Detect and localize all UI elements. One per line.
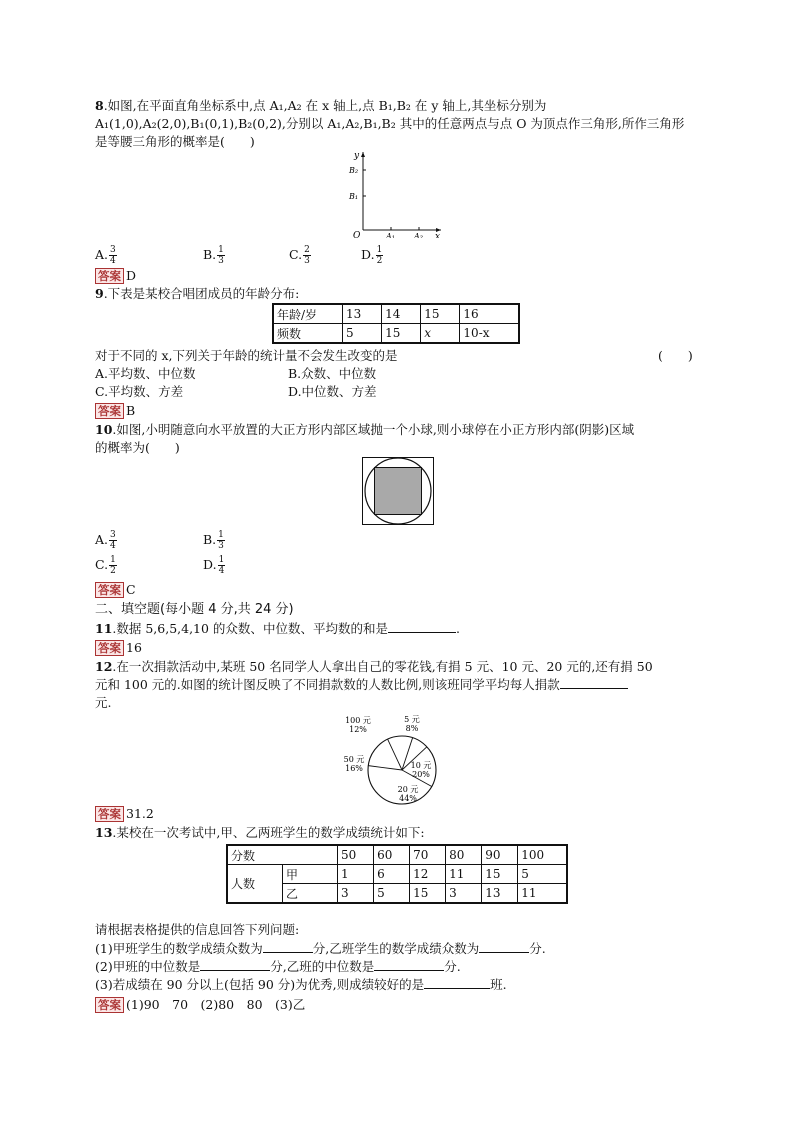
- table-cell: 1: [338, 865, 374, 884]
- pie-category-label: 5 元: [404, 715, 420, 724]
- q10-option-c[interactable]: C. $\frac{1}{2}$: [95, 555, 116, 576]
- q8-line3: 是等腰三角形的概率是( ): [95, 134, 255, 149]
- table-group-cell: 人数: [227, 865, 283, 904]
- table-cell: 15: [482, 865, 518, 884]
- q9-option-b[interactable]: B.众数、中位数: [288, 366, 377, 381]
- q13-blank-1[interactable]: [263, 952, 313, 953]
- answer-tag: 答案: [95, 997, 124, 1013]
- q9-stem-text: .下表是某校合唱团成员的年龄分布:: [103, 286, 300, 301]
- table-row: [227, 845, 567, 865]
- q9-age-table: [272, 303, 520, 344]
- table-cell: 11: [518, 884, 567, 904]
- q8-answer-value: D: [126, 268, 137, 283]
- q8-text: .如图,在平面直角坐标系中,点 A₁,A₂ 在 x 轴上,点 B₁,B₂ 在 y 轴上,其坐标分别为: [103, 98, 547, 113]
- table-cell: 13: [482, 884, 518, 904]
- table-cell: 15: [382, 324, 421, 344]
- q13-blank-5[interactable]: [424, 988, 490, 989]
- q13-answer: [95, 997, 305, 1013]
- q8-line2: A₁(1,0),A₂(2,0),B₁(0,1),B₂(0,2),分别以 A₁,A₂,B₁,B₂ 其中的任意两点与点 O 为顶点作三角形,所作三角形: [95, 116, 685, 131]
- q11-number: 11: [95, 621, 113, 636]
- pie-category-label: 50 元: [343, 755, 365, 764]
- q8-coordinate-figure: [345, 148, 445, 238]
- pie-category-label: 100 元: [345, 716, 371, 725]
- table-cell: 甲: [283, 865, 338, 884]
- table-cell: 5: [374, 884, 410, 904]
- table-header-cell: 100: [518, 845, 567, 865]
- q11-stem: .数据 5,6,5,4,10 的众数、中位数、平均数的和是: [112, 621, 388, 636]
- pie-category-label: 20 元: [397, 785, 419, 794]
- q8-line1: [95, 98, 546, 114]
- q12-answer: [95, 806, 154, 822]
- q12-line3: 元.: [95, 695, 112, 710]
- q12-blank[interactable]: [560, 688, 628, 689]
- pie-percent-label: 12%: [349, 725, 367, 734]
- pie-percent-label: 16%: [345, 764, 363, 773]
- q13-blank-2[interactable]: [479, 952, 529, 953]
- pie-slice: [368, 739, 402, 770]
- table-row: [227, 865, 567, 884]
- table-cell: 15: [410, 884, 446, 904]
- q11-text: 11.数据 5,6,5,4,10 的众数、中位数、平均数的和是 .: [95, 621, 460, 636]
- q13-stem-text: .某校在一次考试中,甲、乙两班学生的数学成绩统计如下:: [112, 825, 425, 840]
- q11-answer-value: 16: [126, 640, 142, 655]
- q10-option-d[interactable]: D. $\frac{1}{4}$: [203, 555, 225, 576]
- q13-score-table: [226, 844, 568, 904]
- table-cell: 5: [343, 324, 382, 344]
- q8-option-b[interactable]: B. $\frac{1}{3}$: [203, 245, 224, 266]
- answer-tag: 答案: [95, 403, 124, 419]
- table-cell: 乙: [283, 884, 338, 904]
- q10-option-a[interactable]: A. $\frac{3}{4}$: [95, 530, 116, 551]
- table-row: [273, 304, 519, 324]
- table-cell: 5: [518, 865, 567, 884]
- table-header-cell: 80: [446, 845, 482, 865]
- q12-number: 12: [95, 659, 113, 674]
- answer-tag: 答案: [95, 268, 124, 284]
- answer-tag: 答案: [95, 806, 124, 822]
- section-title: 二、填空题(每小题 4 分,共 24 分): [95, 602, 294, 617]
- table-cell: 13: [343, 304, 382, 324]
- q10-line1: [95, 422, 634, 438]
- q12-line2: [95, 677, 628, 693]
- q10-answer-value: C: [126, 582, 136, 597]
- q10-number: 10: [95, 422, 113, 437]
- q9-answer: [95, 403, 135, 419]
- table-cell: 3: [338, 884, 374, 904]
- q8-option-c[interactable]: C. $\frac{2}{3}$: [289, 245, 310, 266]
- table-header-cell: 分数: [227, 845, 338, 865]
- table-header-cell: 60: [374, 845, 410, 865]
- table-cell: 14: [382, 304, 421, 324]
- q8-option-a[interactable]: A. $\frac{3}{4}$: [95, 245, 116, 266]
- pie-percent-label: 44%: [399, 794, 417, 803]
- q12-answer-value: 31.2: [126, 806, 154, 821]
- pie-slice: [388, 736, 413, 770]
- q10-square-circle-figure: [362, 457, 434, 525]
- table-header-cell: 50: [338, 845, 374, 865]
- table-cell: 12: [410, 865, 446, 884]
- donation-pie-chart: [340, 708, 460, 808]
- q8-number: 8: [95, 98, 104, 113]
- q13-answer-value: (1)90 70 (2)80 80 (3)乙: [126, 997, 306, 1012]
- pie-slice-boundary: [388, 739, 402, 770]
- q11-answer: [95, 640, 142, 656]
- table-cell: 频数: [273, 324, 343, 344]
- pie-slice-boundary: [368, 766, 402, 770]
- q13-number: 13: [95, 825, 113, 840]
- a2-label: A₂: [414, 232, 423, 238]
- b1-label: B₁: [349, 192, 359, 201]
- pie-category-label: 10 元: [410, 761, 432, 770]
- q10-text: .如图,小明随意向水平放置的大正方形内部区域抛一个小球,则小球停在小正方形内部(阴影)区域: [112, 422, 635, 437]
- q12-text: .在一次捐款活动中,某班 50 名同学人人拿出自己的零花钱,有捐 5 元、10 元、20 元的,还有捐 50: [112, 659, 653, 674]
- pie-percent-label: 20%: [412, 770, 430, 779]
- q13-part3: (3)若成绩在 90 分以上(包括 90 分)为优秀,则成绩较好的是 班.: [95, 977, 507, 992]
- q10-answer: [95, 582, 136, 598]
- q9-number: 9: [95, 286, 104, 301]
- q9-answer-value: B: [126, 403, 136, 418]
- q10-option-b[interactable]: B. $\frac{1}{3}$: [203, 530, 224, 551]
- a1-label: A₁: [386, 232, 395, 238]
- q9-question: 对于不同的 x,下列关于年龄的统计量不会发生改变的是: [95, 348, 398, 363]
- table-cell: 3: [446, 884, 482, 904]
- q13-stem: [95, 825, 425, 841]
- x-axis-label: x: [435, 232, 441, 238]
- q13-blank-4[interactable]: [374, 970, 444, 971]
- q12-text2: 元和 100 元的.如图的统计图反映了不同捐款数的人数比例,则该班同学平均每人捐款: [95, 677, 560, 692]
- b2-label: B₂: [349, 166, 359, 175]
- q9-option-d[interactable]: D.中位数、方差: [288, 384, 377, 399]
- q12-line1: [95, 659, 653, 675]
- answer-tag: 答案: [95, 582, 124, 598]
- q9-paren: ( ): [658, 348, 693, 363]
- table-row: [273, 324, 519, 344]
- q8-answer: [95, 268, 136, 284]
- y-axis-label: y: [354, 151, 360, 161]
- q13-part1: (1)甲班学生的数学成绩众数为 分,乙班学生的数学成绩众数为 分.: [95, 941, 546, 956]
- table-cell: 6: [374, 865, 410, 884]
- table-cell: 16: [460, 304, 519, 324]
- q9-stem: [95, 286, 299, 302]
- q13-part2: (2)甲班的中位数是 分,乙班的中位数是 分.: [95, 959, 461, 974]
- q9-option-a[interactable]: A.平均数、中位数: [95, 366, 196, 381]
- table-cell: 10-x: [460, 324, 519, 344]
- table-cell: 11: [446, 865, 482, 884]
- pie-percent-label: 8%: [405, 724, 419, 733]
- table-cell: 年龄/岁: [273, 304, 343, 324]
- answer-tag: 答案: [95, 640, 124, 656]
- table-cell: 15: [421, 304, 460, 324]
- q8-option-d[interactable]: D. $\frac{1}{2}$: [361, 245, 383, 266]
- table-header-cell: 90: [482, 845, 518, 865]
- table-header-cell: 70: [410, 845, 446, 865]
- q13-blank-3[interactable]: [200, 970, 270, 971]
- q11-blank[interactable]: [388, 632, 456, 633]
- q9-option-c[interactable]: C.平均数、方差: [95, 384, 184, 399]
- table-cell: x: [421, 324, 460, 344]
- q13-intro: 请根据表格提供的信息回答下列问题:: [95, 922, 300, 937]
- q10-line2: 的概率为( ): [95, 440, 180, 455]
- origin-label: O: [353, 231, 361, 238]
